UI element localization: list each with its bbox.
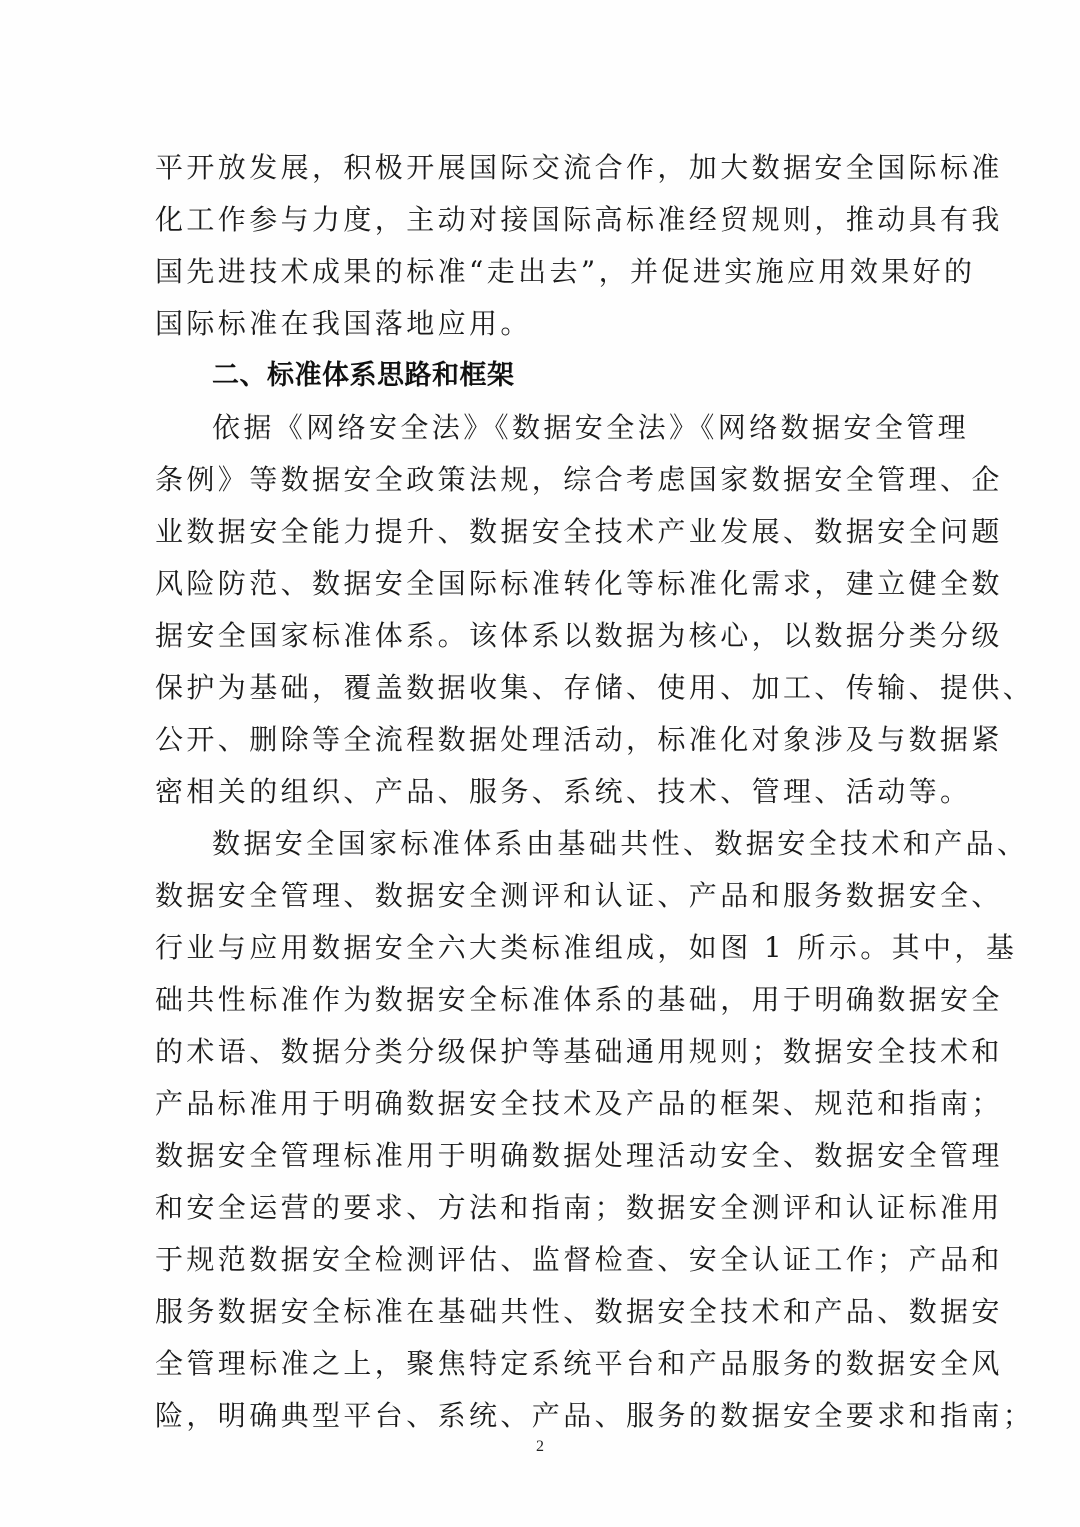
text-line: 险，明确典型平台、系统、产品、服务的数据安全要求和指南；: [155, 1399, 1035, 1432]
text-line: 行业与应用数据安全六大类标准组成，如图 1 所示。其中，基: [155, 931, 1018, 964]
text-line: 的术语、数据分类分级保护等基础通用规则；数据安全技术和: [155, 1035, 1003, 1068]
document-body: [155, 142, 1035, 1442]
text-line: 服务数据安全标准在基础共性、数据安全技术和产品、数据安: [155, 1295, 1003, 1328]
text-line: 于规范数据安全检测评估、监督检查、安全认证工作；产品和: [155, 1243, 1003, 1276]
paragraph-system-composition: [155, 818, 1035, 1442]
section-heading: 二、标准体系思路和框架: [212, 360, 515, 391]
text-line: 数据安全管理标准用于明确数据处理活动安全、数据安全管理: [155, 1139, 1003, 1172]
text-line: 依据《网络安全法》《数据安全法》《网络数据安全管理: [212, 411, 970, 444]
text-line: 国先进技术成果的标准“走出去”，并促进实施应用效果好的: [155, 255, 976, 288]
text-line: 数据安全管理、数据安全测评和认证、产品和服务数据安全、: [155, 879, 1003, 912]
page-number: 2: [536, 1438, 544, 1455]
text-line: 和安全运营的要求、方法和指南；数据安全测评和认证标准用: [155, 1191, 1003, 1224]
text-line: 业数据安全能力提升、数据安全技术产业发展、数据安全问题: [155, 515, 1003, 548]
paragraph-continuation: [155, 142, 1003, 350]
text-line: 数据安全国家标准体系由基础共性、数据安全技术和产品、: [212, 827, 1029, 860]
text-line: 据安全国家标准体系。该体系以数据为核心，以数据分类分级: [155, 619, 1003, 652]
text-line: 密相关的组织、产品、服务、系统、技术、管理、活动等。: [155, 775, 972, 808]
text-line: 国际标准在我国落地应用。: [155, 307, 532, 340]
text-line: 保护为基础，覆盖数据收集、存储、使用、加工、传输、提供、: [155, 671, 1035, 704]
text-line: 风险防范、数据安全国际标准转化等标准化需求，建立健全数: [155, 567, 1003, 600]
text-line: 化工作参与力度，主动对接国际高标准经贸规则，推动具有我: [155, 203, 1003, 236]
text-line: 础共性标准作为数据安全标准体系的基础，用于明确数据安全: [155, 983, 1003, 1016]
paragraph-legal-basis: [155, 402, 1035, 818]
text-line: 公开、删除等全流程数据处理活动，标准化对象涉及与数据紧: [155, 723, 1003, 756]
text-line: 产品标准用于明确数据安全技术及产品的框架、规范和指南；: [155, 1087, 1003, 1120]
text-line: 平开放发展，积极开展国际交流合作，加大数据安全国际标准: [155, 151, 1003, 184]
text-line: 条例》等数据安全政策法规，综合考虑国家数据安全管理、企: [155, 463, 1003, 496]
text-line: 全管理标准之上，聚焦特定系统平台和产品服务的数据安全风: [155, 1347, 1003, 1380]
